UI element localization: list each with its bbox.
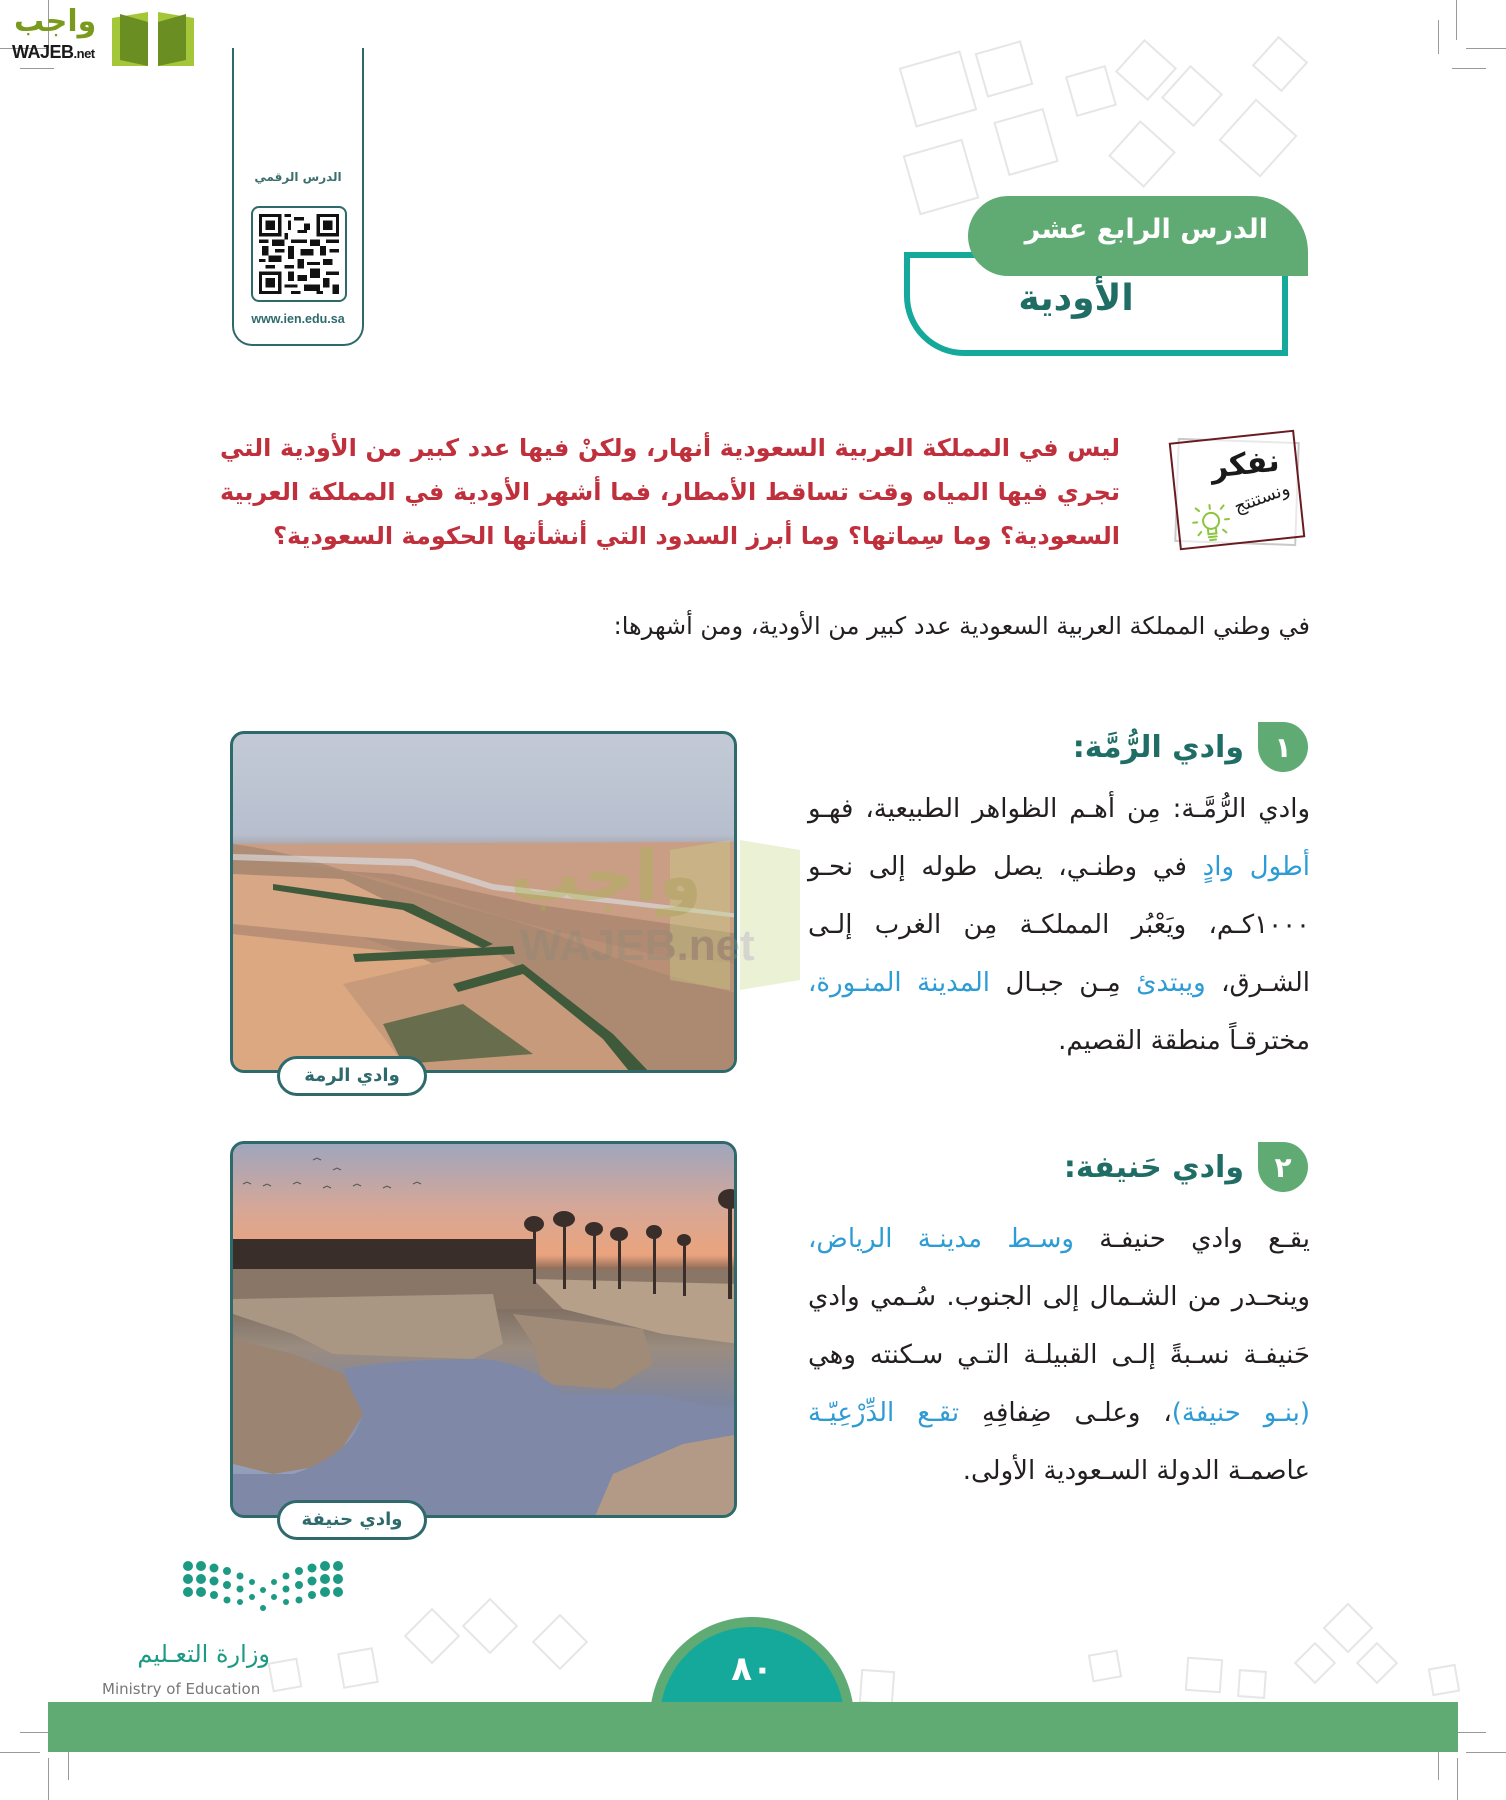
intro-paragraph: في وطني المملكة العربية السعودية عدد كبير من الأودية، ومن أشهرها: — [613, 612, 1310, 640]
decorative-square — [993, 108, 1058, 176]
crop-mark — [20, 68, 54, 69]
text-run: مخترقـاً منطقة القصيم. — [1058, 1026, 1310, 1056]
svg-text:WAJEB.net: WAJEB.net — [520, 921, 755, 970]
text-run: وينحـدر من الشـمال إلى الجنوب. سُـمي وادي حَنيفـة نسـبةً إلـى القبيلـة التـي سـكنته وهي — [808, 1282, 1310, 1370]
crop-mark — [48, 1758, 49, 1800]
photo-wadi-hanifa — [230, 1141, 737, 1518]
decorative-square — [1323, 1603, 1374, 1654]
photo-caption-wadi-hanifa: وادي حنيفة — [277, 1500, 427, 1540]
highlighted-term: (بنـو حنيفة) — [1171, 1398, 1311, 1428]
highlighted-term: المدينة المنـورة، — [808, 968, 990, 998]
decorative-square — [1294, 1642, 1336, 1684]
text-run: وادي الرُّمَّـة: مِن أهـم الظواهر الطبيعية، فهـو — [808, 794, 1310, 824]
wajeb-logo[interactable] — [10, 4, 190, 66]
decorative-square — [975, 40, 1034, 97]
decorative-square — [462, 1598, 519, 1655]
section-body-wadi-rumah — [808, 780, 1310, 1070]
wadi-hanifa-landscape — [233, 1144, 737, 1518]
think-box-front-frame — [1169, 430, 1306, 551]
ministry-name-english: Ministry of Education — [102, 1680, 261, 1698]
decorative-square — [268, 1658, 303, 1693]
decorative-square — [1356, 1642, 1398, 1684]
photo-wadi-rumah — [230, 731, 737, 1073]
crop-mark — [1457, 1758, 1458, 1800]
crop-mark — [1456, 0, 1457, 40]
text-run: مِـن جبـال — [989, 968, 1137, 998]
crop-mark — [1452, 68, 1486, 69]
wajeb-logo-english: WAJEB.net — [12, 42, 95, 62]
ministry-dots-icon — [182, 1560, 344, 1616]
think-label: نفكر — [1208, 443, 1282, 486]
decorative-square — [1088, 1650, 1122, 1683]
section-body-wadi-hanifa — [808, 1210, 1310, 1500]
text-run: عاصمـة الدولة السـعودية الأولى. — [962, 1456, 1310, 1486]
conclude-label: ونستنتج — [1231, 478, 1293, 518]
section-title: وادي حَنيفة: — [1063, 1149, 1244, 1185]
decorative-square — [899, 50, 978, 127]
section-number-badge: ٢ — [1258, 1142, 1308, 1192]
crop-mark — [1466, 1752, 1506, 1753]
decorative-square — [859, 1669, 895, 1705]
decorative-square — [532, 1614, 589, 1671]
decorative-square — [1185, 1657, 1223, 1693]
text-run: في وطنـي، يصل طوله إلى نحـو ١٠٠٠كـم، ويَعْبُر المملكـة مِن الغرب إلـى الشـرق، — [808, 852, 1310, 998]
decorative-square — [1428, 1664, 1460, 1696]
digital-lesson-title: الدرس الرقمي — [254, 170, 342, 184]
decorative-square — [1065, 65, 1117, 117]
section-heading-wadi-hanifa — [1064, 1142, 1308, 1192]
crop-mark — [0, 1752, 40, 1753]
lightbulb-icon — [1189, 499, 1233, 547]
decorative-square — [1108, 120, 1176, 188]
decorative-square — [1218, 98, 1297, 177]
highlighted-term: ويبتدئ — [1136, 968, 1206, 998]
guiding-question: ليس في المملكة العربية السعودية أنهار، ولكنْ فيها عدد كبير من الأودية التي تجري فيها المياه وقت تساقط الأمطار، فما أشهر الأودية في المملكة العربية السعودية؟ وما سِماتها؟ وما أبرز السدود التي أنشأتها الحكومة السعودية؟ — [220, 434, 1120, 550]
qr-code-icon — [259, 214, 339, 294]
highlighted-term: وسـط مدينـة الرياض، — [808, 1224, 1074, 1254]
text-run: ، وعلـى ضِفافِهِ — [959, 1398, 1172, 1428]
crop-mark — [1438, 20, 1439, 54]
crop-mark — [1466, 48, 1506, 49]
svg-text:واجب: واجب — [510, 835, 703, 917]
think-and-conclude-box — [1168, 430, 1306, 548]
decorative-square — [404, 1608, 461, 1665]
footer-bar — [48, 1702, 1458, 1752]
page-number: ٨٠ — [731, 1649, 773, 1689]
decorative-square — [1252, 36, 1308, 92]
section-title: وادي الرُّمَّة: — [1072, 729, 1244, 765]
photo-caption-wadi-rumah: وادي الرمة — [277, 1056, 427, 1096]
digital-lesson-panel — [232, 48, 364, 346]
wadi-rumah-landscape — [233, 734, 737, 1073]
highlighted-term: أطول وادٍ — [1202, 852, 1310, 882]
wajeb-logo-arabic: واجب — [14, 4, 97, 39]
section-heading-wadi-rumah — [1073, 722, 1308, 772]
lesson-title: الأودية — [1018, 278, 1134, 319]
decorative-square — [337, 1647, 379, 1689]
decorative-square — [903, 139, 980, 216]
lesson-number-tab — [968, 196, 1308, 276]
decorative-square — [1237, 1669, 1267, 1699]
highlighted-term: تقـع الدِّرْعِيّـة — [808, 1398, 960, 1428]
ministry-name-arabic: وزارة التعـليم — [137, 1640, 270, 1668]
section-number-badge: ١ — [1258, 722, 1308, 772]
lesson-number: الدرس الرابع عشر — [1024, 214, 1268, 245]
digital-lesson-url[interactable]: www.ien.edu.sa — [251, 312, 345, 326]
text-run: يقـع وادي حنيفـة — [1073, 1224, 1310, 1254]
open-book-icon — [108, 8, 198, 68]
qr-code[interactable] — [251, 206, 347, 302]
